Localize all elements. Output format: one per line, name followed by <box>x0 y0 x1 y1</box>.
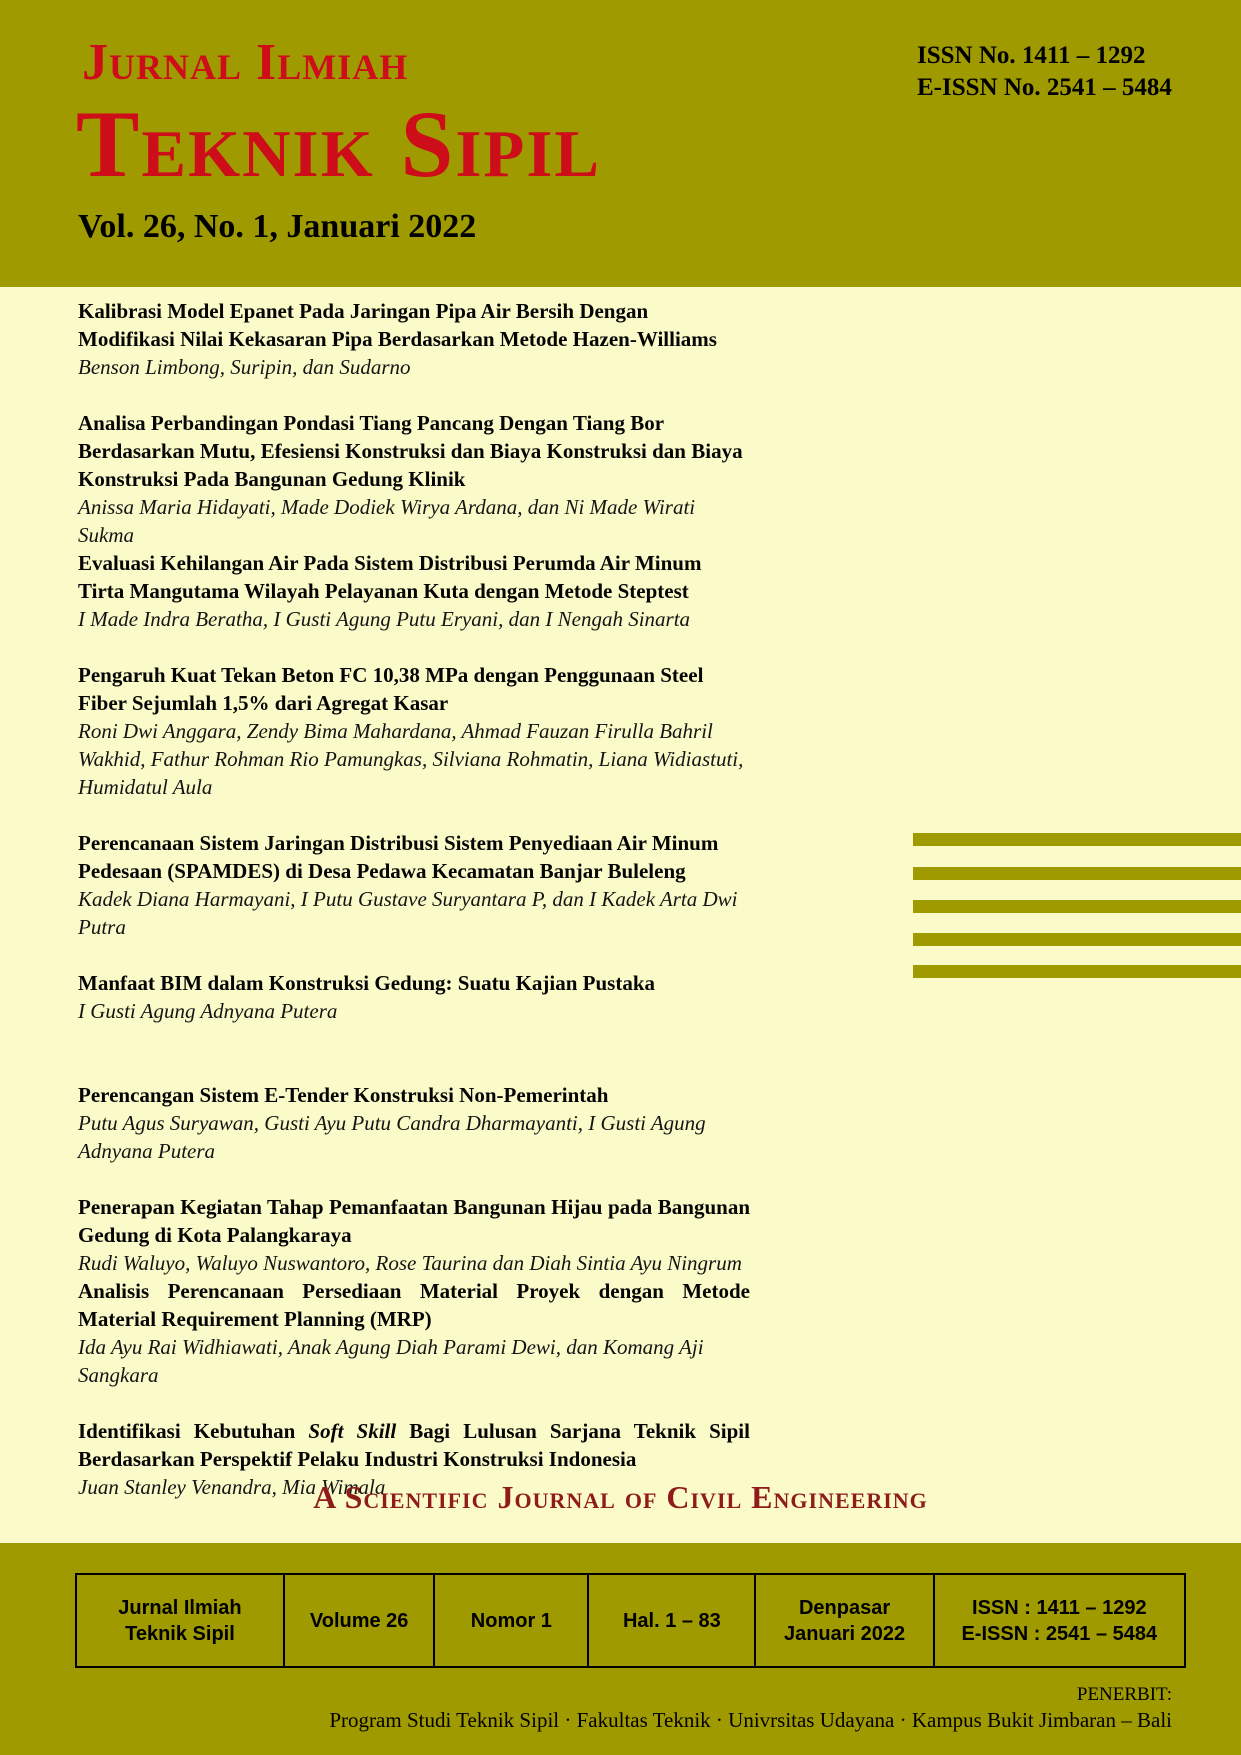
article-authors: Roni Dwi Anggara, Zendy Bima Mahardana, Ahmad Fauzan Firulla Bahril Wakhid, Fathur Rohman Rio Pamungkas, Silviana Rohmatin, Liana Widiastuti, Humidatul Aula <box>78 719 744 799</box>
article-item <box>78 409 750 549</box>
article-item <box>78 969 750 1025</box>
article-item <box>78 1193 750 1277</box>
info-cell: Jurnal Ilmiah Teknik Sipil <box>118 1596 242 1645</box>
volume-line: Vol. 26, No. 1, Januari 2022 <box>78 208 477 245</box>
decor-stripe <box>913 933 1241 946</box>
issn-line: ISSN No. 1411 – 1292 <box>917 42 1146 69</box>
article-authors: Benson Limbong, Suripin, dan Sudarno <box>78 355 411 379</box>
header-band <box>0 0 1241 287</box>
article-authors: Anissa Maria Hidayati, Made Dodiek Wirya Ardana, dan Ni Made Wirati Sukma <box>78 495 696 547</box>
article-title: Kalibrasi Model Epanet Pada Jaringan Pipa Air Bersih Dengan Modifikasi Nilai Kekasaran Pipa Berdasarkan Metode Hazen-Williams <box>78 299 717 351</box>
article-item <box>78 1277 750 1389</box>
article-title: Analisis Perencanaan Persediaan Material Proyek dengan Metode Material Requirement Planning (MRP) <box>78 1279 750 1331</box>
decor-stripe <box>913 965 1241 978</box>
article-item <box>78 661 750 801</box>
article-authors: Ida Ayu Rai Widhiawati, Anak Agung Diah Parami Dewi, dan Komang Aji Sangkara <box>78 1335 704 1387</box>
article-title: Penerapan Kegiatan Tahap Pemanfaatan Bangunan Hijau pada Bangunan Gedung di Kota Palangkaraya <box>78 1195 750 1247</box>
info-cell: Volume 26 <box>283 1575 434 1666</box>
journal-name-line2: Teknik Sipil <box>76 91 602 197</box>
article-item <box>78 297 750 381</box>
issn-block <box>917 40 1172 104</box>
table-of-contents <box>0 287 1241 1543</box>
article-item <box>78 829 750 941</box>
decor-stripe <box>913 867 1241 880</box>
info-cell: Denpasar Januari 2022 <box>754 1575 932 1666</box>
info-cell: Hal. 1 – 83 <box>587 1575 754 1666</box>
eissn-line: E-ISSN No. 2541 – 5484 <box>917 74 1172 101</box>
article-title: Perencanaan Sistem Jaringan Distribusi Sistem Penyediaan Air Minum Pedesaan (SPAMDES) di Desa Pedawa Kecamatan Banjar Buleleng <box>78 831 719 883</box>
article-authors: Kadek Diana Harmayani, I Putu Gustave Suryantara P, dan I Kadek Arta Dwi Putra <box>78 887 738 939</box>
article-authors: Rudi Waluyo, Waluyo Nuswantoro, Rose Taurina dan Diah Sintia Ayu Ningrum <box>78 1251 742 1275</box>
article-title: Pengaruh Kuat Tekan Beton FC 10,38 MPa dengan Penggunaan Steel Fiber Sejumlah 1,5% dari Agregat Kasar <box>78 663 704 715</box>
info-table <box>75 1573 1186 1668</box>
info-cell: ISSN : 1411 – 1292 E-ISSN : 2541 – 5484 <box>933 1575 1184 1666</box>
footer-band <box>0 1543 1241 1755</box>
publisher-line: Program Studi Teknik Sipil · Fakultas Teknik · Univrsitas Udayana · Kampus Bukit Jimbaran – Bali <box>329 1708 1172 1732</box>
article-title: Manfaat BIM dalam Konstruksi Gedung: Suatu Kajian Pustaka <box>78 971 656 995</box>
article-authors: I Made Indra Beratha, I Gusti Agung Putu Eryani, dan I Nengah Sinarta <box>78 607 691 631</box>
article-item <box>78 549 750 633</box>
article-authors: Juan Stanley Venandra, Mia Wimala <box>78 1475 386 1499</box>
article-authors: I Gusti Agung Adnyana Putera <box>78 999 338 1023</box>
article-authors: Putu Agus Suryawan, Gusti Ayu Putu Candra Dharmayanti, I Gusti Agung Adnyana Putera <box>78 1111 706 1163</box>
article-list <box>78 297 750 1501</box>
publisher-label: PENERBIT: <box>1076 1684 1172 1705</box>
journal-subtitle: A Scientific Journal of Civil Engineering <box>313 1479 928 1515</box>
article-title: Perencangan Sistem E-Tender Konstruksi Non-Pemerintah <box>78 1083 609 1107</box>
info-cell: Nomor 1 <box>433 1575 587 1666</box>
article-title: Evaluasi Kehilangan Air Pada Sistem Distribusi Perumda Air Minum Tirta Mangutama Wilayah Pelayanan Kuta dengan Metode Steptest <box>78 551 702 603</box>
decor-stripe <box>913 900 1241 913</box>
article-title: Analisa Perbandingan Pondasi Tiang Pancang Dengan Tiang Bor Berdasarkan Mutu, Efesiensi Konstruksi dan Biaya Konstruksi dan Biaya Konstruksi Pada Bangunan Gedung Klinik <box>78 411 743 491</box>
article-title: Identifikasi Kebutuhan Soft Skill Bagi Lulusan Sarjana Teknik Sipil Berdasarkan Perspektif Pelaku Industri Konstruksi Indonesia <box>78 1419 750 1471</box>
decor-stripe <box>913 833 1241 846</box>
article-item <box>78 1081 750 1165</box>
journal-name-line1: Jurnal Ilmiah <box>82 34 409 91</box>
